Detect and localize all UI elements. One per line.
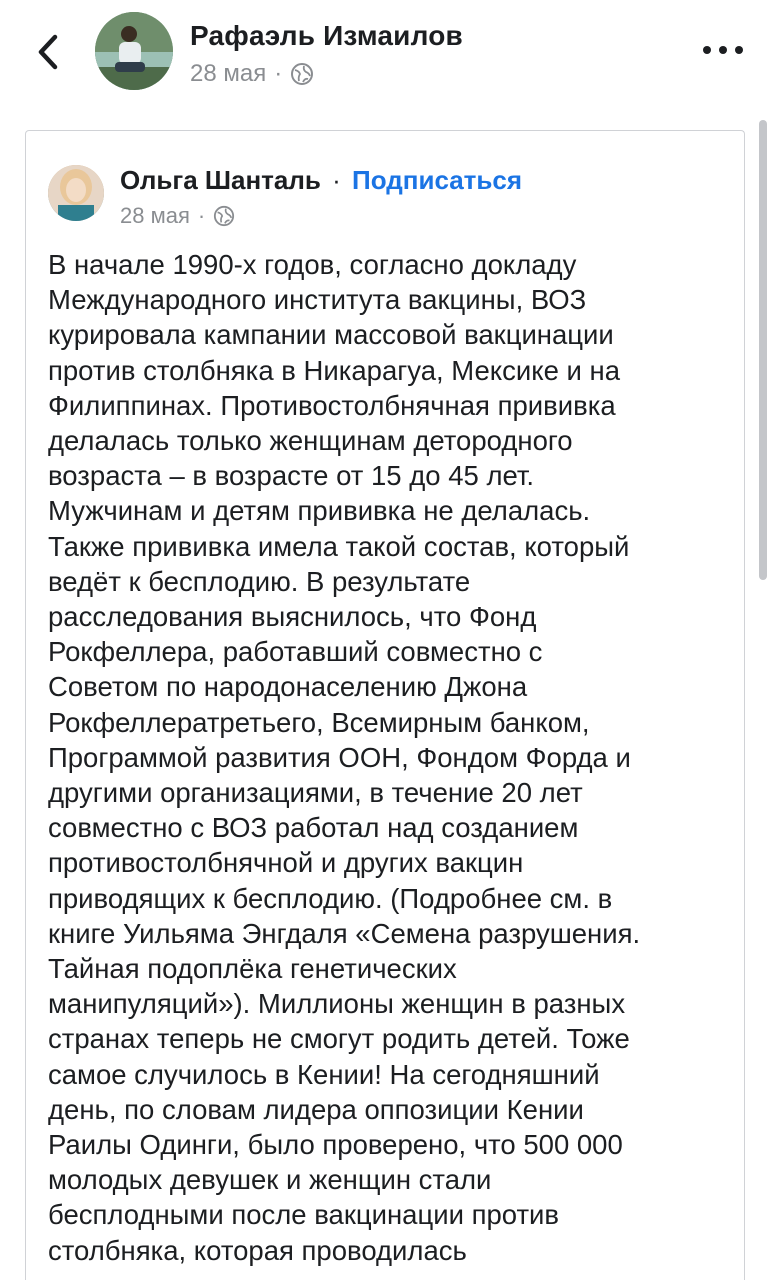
more-dot xyxy=(703,46,711,54)
shared-post-date[interactable]: 28 мая xyxy=(120,203,190,228)
globe-icon xyxy=(213,205,235,227)
back-button[interactable] xyxy=(28,30,68,74)
post-body-text: В начале 1990-х годов, согласно докладу Международного института вакцины, ВОЗ курировала кампании массовой вакцинации против столбняка в Никарагуа, Мексике и на Филиппинах. Противостолбнячная прививка делалась только женщинам детородного возраста – в возрасте от 15 до 45 лет. Мужчинам и детям прививка не делалась. Также прививка имела такой состав, который ведёт к бесплодию. В результате расследования выяснилось, что Фонд Рокфеллера, работавший совместно с Советом по народонаселению Джона Рокфеллератретьего, Всемирным банком, Программой развития ООН, Фондом Форда и другими организациями, в течение 20 лет совместно с ВОЗ работал над созданием противостолбнячной и других вакцин приводящих к бесплодию. (Подробнее см. в книге Уильяма Энгдаля «Семена разрушения. Тайная подоплёка генетических манипуляций»). Миллионы женщин в разных странах теперь не смогут родить детей. Тоже самое случилось в Кении! На сегодняшний день, по словам лидера оппозиции Кении Раилы Одинги, было проверено, что 500 000 молодых девушек и женщин стали бесплодными после вакцинации против столбняка, которая проводилась xyxy=(48,249,641,1266)
shared-post-meta xyxy=(120,203,235,229)
scrollbar[interactable] xyxy=(759,120,767,580)
author-avatar[interactable] xyxy=(95,12,173,90)
shared-author-row xyxy=(120,165,522,196)
more-dot xyxy=(719,46,727,54)
meta-separator: · xyxy=(274,60,283,87)
follow-button[interactable]: Подписаться xyxy=(352,165,523,195)
shared-meta-separator: · xyxy=(197,203,206,228)
shared-author-name[interactable]: Ольга Шанталь xyxy=(120,165,321,195)
shared-author-avatar[interactable] xyxy=(48,165,104,221)
post-meta xyxy=(190,60,314,88)
more-options-button[interactable] xyxy=(703,38,743,62)
chevron-left-icon xyxy=(37,34,59,70)
post-header xyxy=(0,0,769,110)
name-separator: · xyxy=(332,165,341,195)
more-dot xyxy=(735,46,743,54)
author-name[interactable]: Рафаэль Измаилов xyxy=(190,20,463,51)
avatar-photo xyxy=(95,12,173,90)
post-date[interactable]: 28 мая xyxy=(190,60,267,87)
globe-icon xyxy=(290,62,314,86)
shared-avatar-photo xyxy=(48,165,104,221)
shared-post-card xyxy=(25,130,745,1280)
